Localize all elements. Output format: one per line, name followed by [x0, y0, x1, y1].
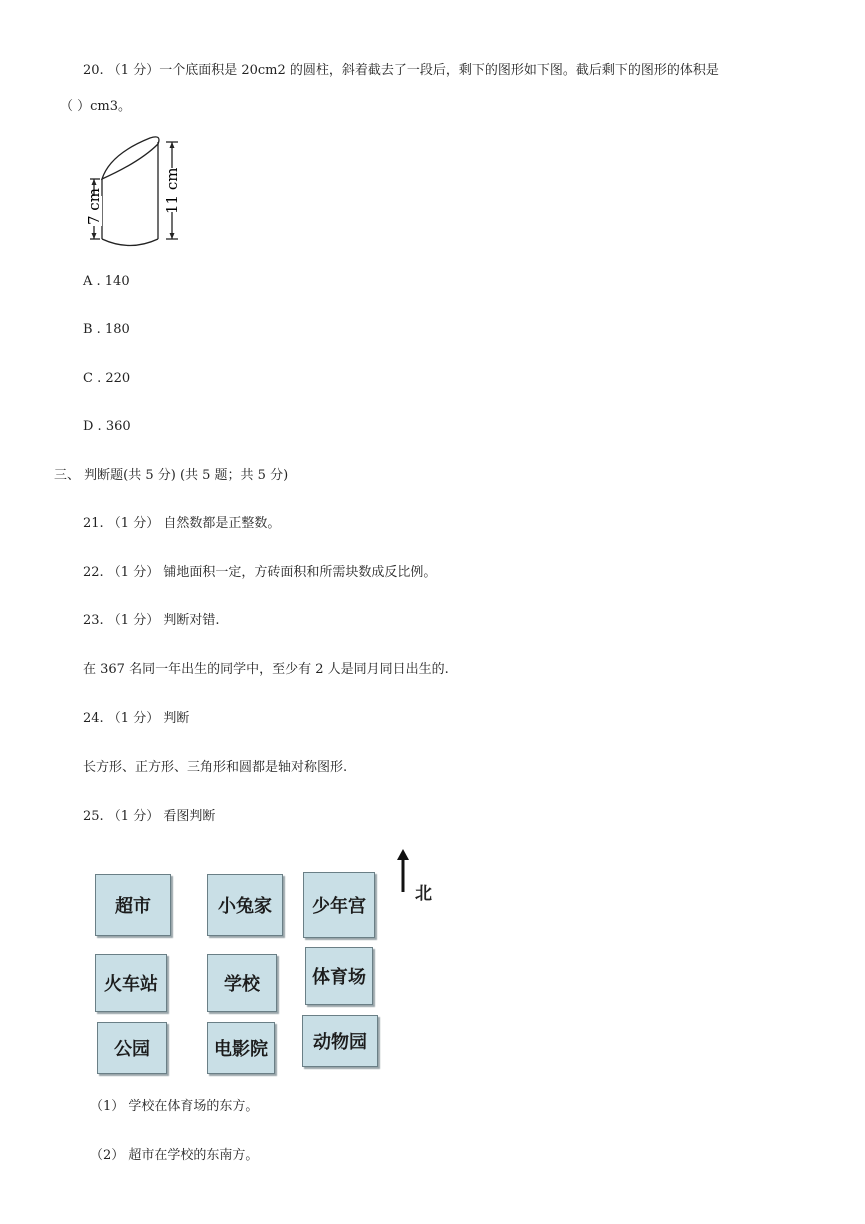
- q22-text: 22. （1 分） 铺地面积一定，方砖面积和所需块数成反比例。: [83, 565, 437, 580]
- q24-title: 24. （1 分） 判断: [83, 711, 190, 726]
- q24-statement: 长方形、正方形、三角形和圆都是轴对称图形.: [83, 760, 348, 775]
- label-7cm: 7 cm: [85, 188, 103, 225]
- section-heading: 三、 判断题(共 5 分) (共 5 题；共 5 分): [54, 468, 289, 483]
- q20-text-line1: 20. （1 分）一个底面积是 20cm2 的圆柱，斜着截去了一段后，剩下的图形如下图。截后剩下的图形的体积是: [83, 63, 719, 78]
- q20-option-c: C . 220: [83, 371, 131, 386]
- q21-text: 21. （1 分） 自然数都是正整数。: [83, 516, 281, 531]
- map-place-stadium: 体育场: [305, 947, 373, 1005]
- q20-option-d: D . 360: [83, 419, 131, 434]
- q23-title: 23. （1 分） 判断对错.: [83, 613, 220, 628]
- map-place-park: 公园: [97, 1022, 167, 1074]
- north-label: 北: [415, 884, 432, 904]
- q20-text-line2: （ ）cm3。: [60, 99, 132, 114]
- q20-option-b: B . 180: [83, 322, 130, 337]
- north-arrow-icon: [396, 849, 410, 894]
- q25-sub2: （2） 超市在学校的东南方。: [90, 1148, 259, 1163]
- map-place-school: 学校: [207, 954, 277, 1012]
- map-place-youth-palace: 少年宫: [303, 872, 375, 938]
- q23-statement: 在 367 名同一年出生的同学中，至少有 2 人是同月同日出生的.: [83, 662, 449, 677]
- map-place-supermarket: 超市: [95, 874, 171, 936]
- q25-sub1: （1） 学校在体育场的东方。: [90, 1099, 259, 1114]
- map-place-rabbit-home: 小兔家: [207, 874, 283, 936]
- q20-option-a: A . 140: [83, 274, 130, 289]
- cut-cylinder-figure: [80, 132, 190, 254]
- map-place-train-station: 火车站: [95, 954, 167, 1012]
- q25-title: 25. （1 分） 看图判断: [83, 809, 216, 824]
- map-place-cinema: 电影院: [207, 1022, 275, 1074]
- label-11cm: 11 cm: [163, 167, 181, 214]
- map-place-zoo: 动物园: [302, 1015, 378, 1067]
